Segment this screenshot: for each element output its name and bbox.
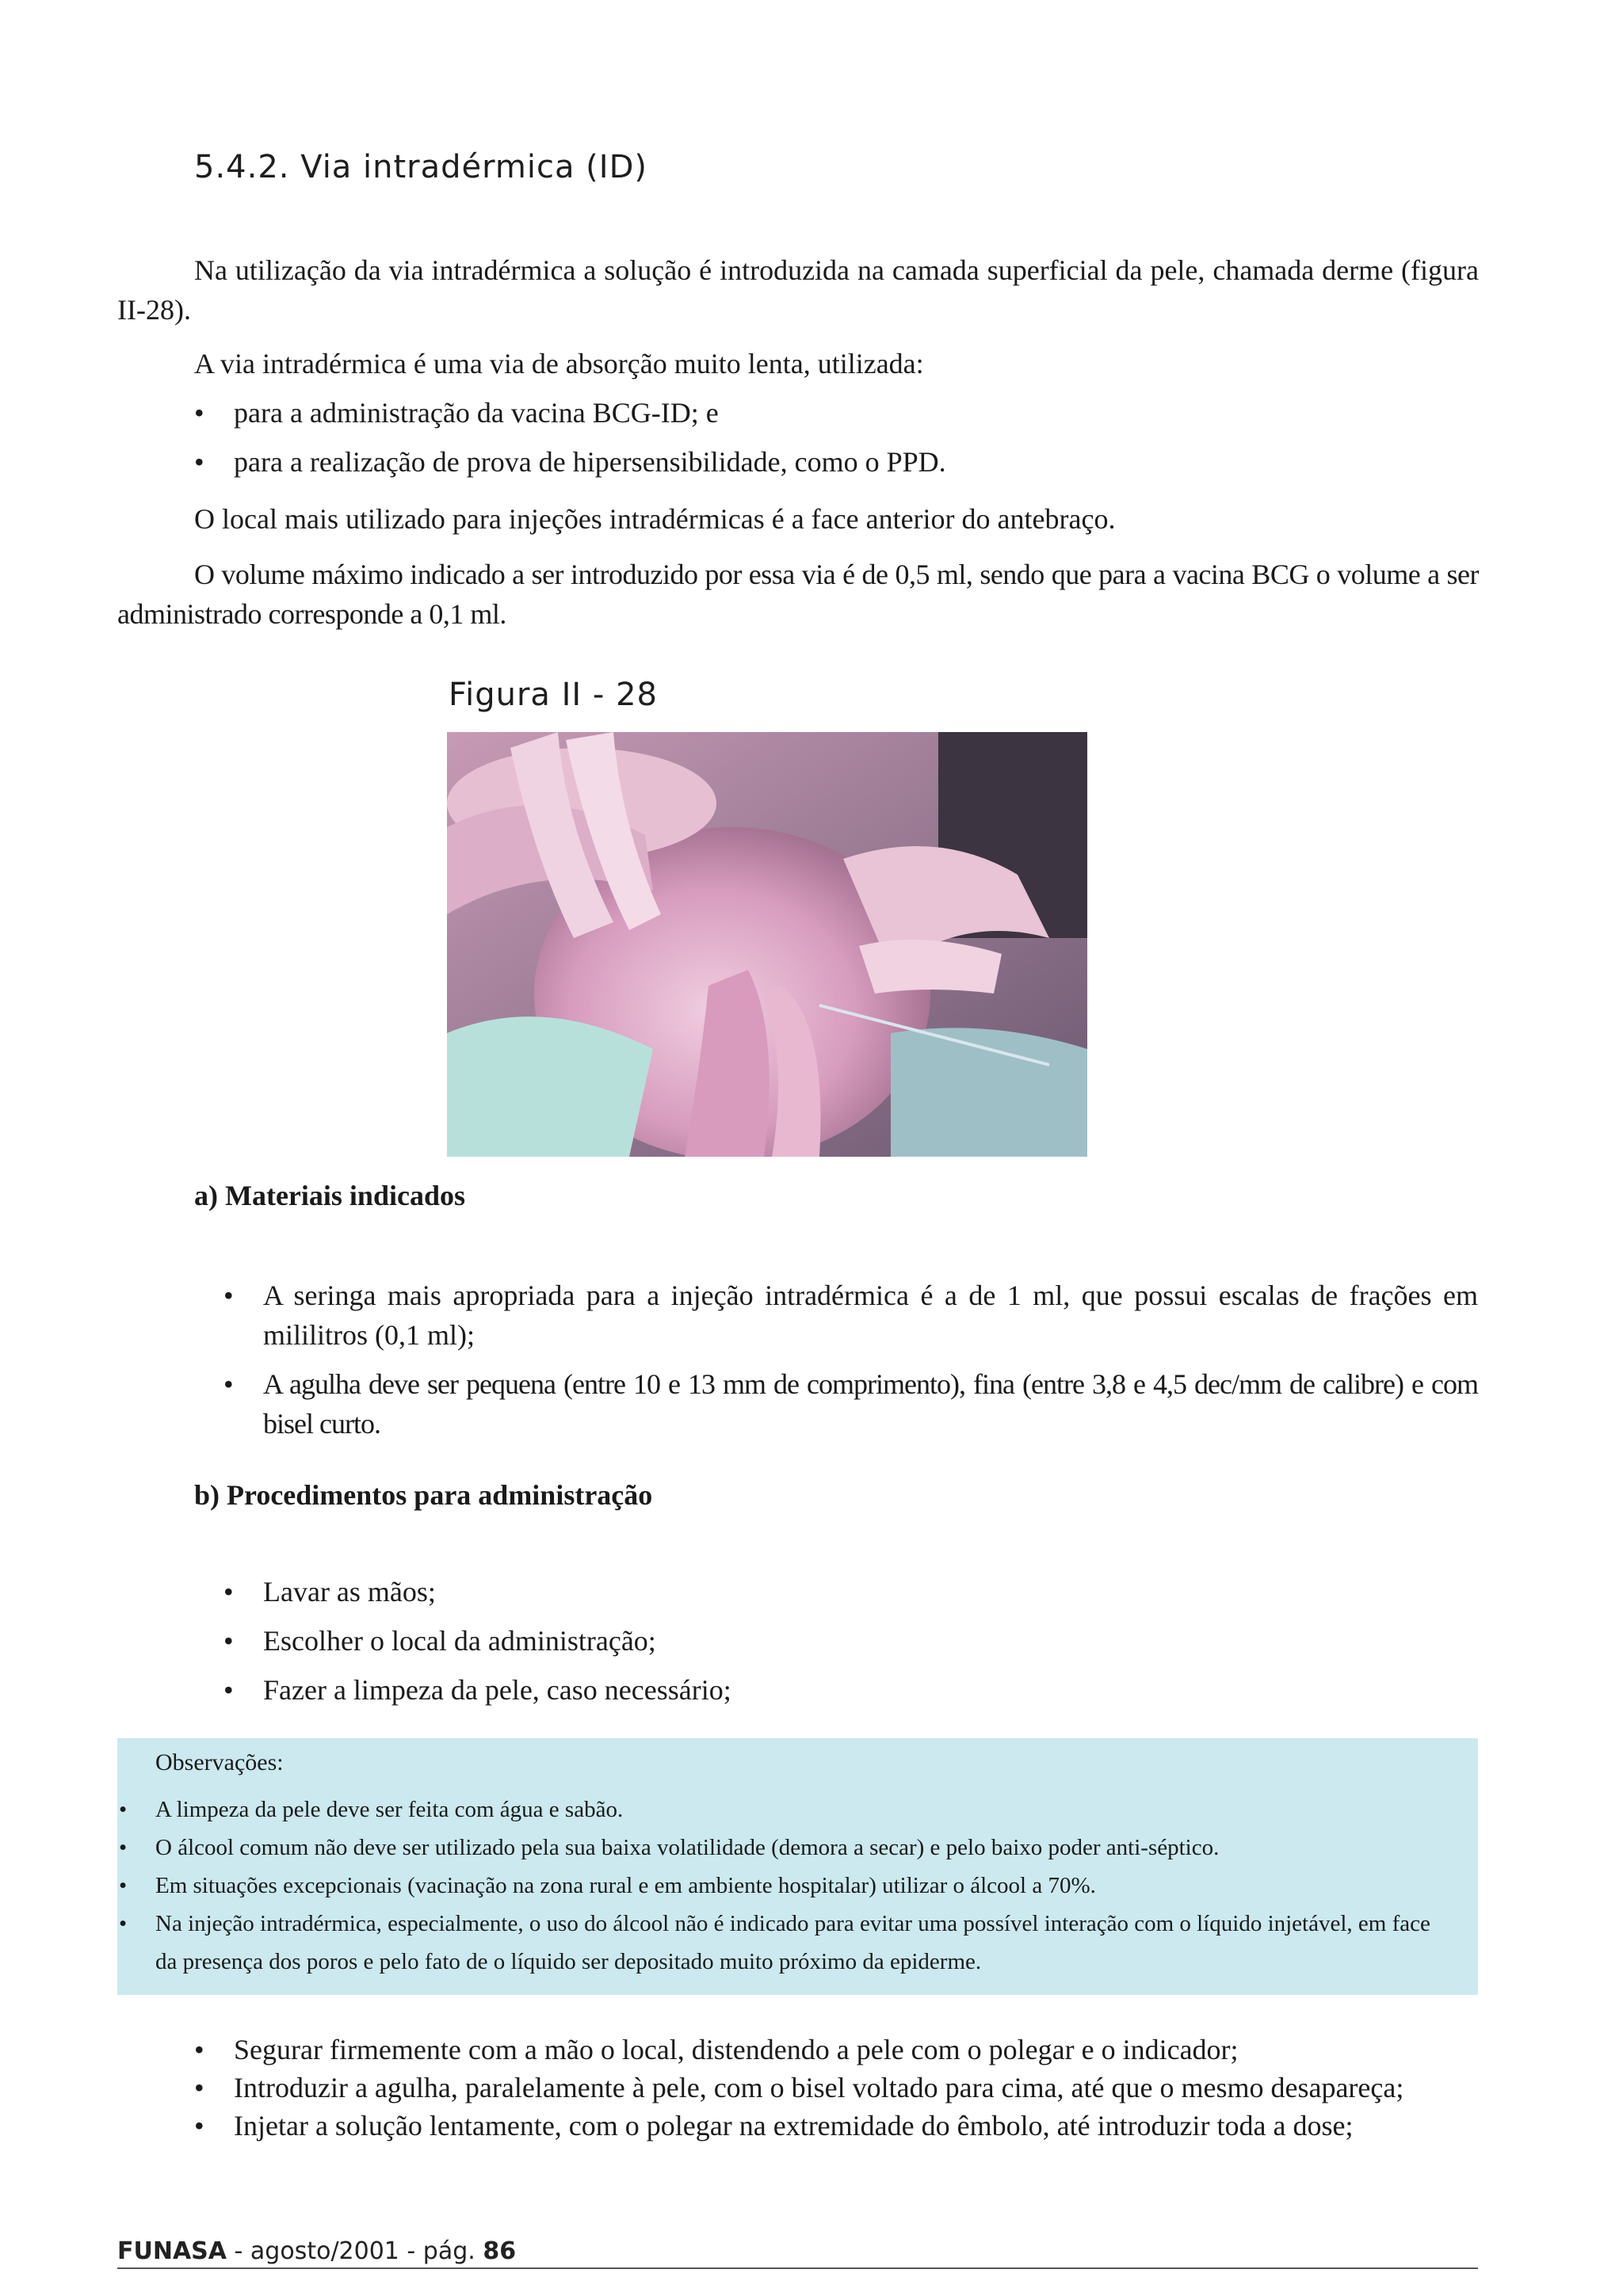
procedures-title: b) Procedimentos para administração	[194, 1479, 653, 1511]
materials-bullet-2	[223, 1364, 1478, 1444]
step-bullet-2	[194, 2068, 1478, 2107]
materials-title: a) Materiais indicados	[194, 1180, 465, 1211]
procedures-bullet-2	[223, 1621, 1478, 1661]
page-footer	[117, 2237, 516, 2265]
step-bullet-1	[194, 2030, 1478, 2069]
bullet-text: Segurar firmemente com a mão o local, distendendo a pele com o polegar e o indicador;	[234, 2034, 1239, 2065]
bullet-text: Lavar as mãos;	[263, 1576, 436, 1608]
materials-bullet-1	[223, 1276, 1478, 1355]
bullet-dot: •	[223, 1368, 233, 1400]
bullet-dot: •	[194, 2110, 204, 2142]
intro-paragraph-3: O local mais utilizado para injeções intradérmicas é a face anterior do antebraço.	[194, 503, 1116, 535]
figure-label: Figura II - 28	[449, 677, 658, 713]
observation-item-2	[119, 1829, 1455, 1867]
bullet-text: A agulha deve ser pequena (entre 10 e 13 mm de comprimento), fina (entre 3,8 e 4,5 dec/mm de calibre) e com bisel curto.	[263, 1368, 1478, 1440]
observation-text: A limpeza da pele deve ser feita com água e sabão.	[155, 1797, 624, 1822]
observations-title: Observações:	[155, 1749, 284, 1775]
bullet-text: Fazer a limpeza da pele, caso necessário;	[263, 1674, 731, 1706]
bullet-dot: •	[119, 1797, 128, 1822]
intro-paragraph-2: A via intradérmica é uma via de absorção muito lenta, utilizada:	[194, 348, 924, 379]
observation-text: Em situações excepcionais (vacinação na zona rural e em ambiente hospitalar) utilizar o álcool a 70%.	[155, 1873, 1096, 1898]
procedures-bullet-1	[223, 1572, 1478, 1611]
bullet-dot: •	[223, 1280, 234, 1311]
intro-paragraph-1: Na utilização da via intradérmica a solução é introduzida na camada superficial da pele, chamada derme (figura II-28).	[117, 254, 1479, 326]
bullet-dot: •	[194, 397, 204, 429]
bullet-dot: •	[223, 1576, 234, 1608]
observation-item-1	[119, 1791, 1455, 1829]
footer-org: FUNASA	[117, 2237, 227, 2265]
bullet-text: para a realização de prova de hipersensibilidade, como o PPD.	[234, 446, 946, 478]
figure-photo	[447, 732, 1087, 1157]
procedures-bullet-3	[223, 1670, 1478, 1710]
bullet-text: Introduzir a agulha, paralelamente à pele, com o bisel voltado para cima, até que o mesmo desapareça;	[234, 2072, 1404, 2103]
bullet-dot: •	[194, 446, 204, 478]
bullet-dot: •	[223, 1625, 234, 1657]
observation-item-3	[119, 1867, 1455, 1905]
bullet-dot: •	[223, 1674, 234, 1706]
bullet-text: Injetar a solução lentamente, com o polegar na extremidade do êmbolo, até introduzir toda a dose;	[234, 2110, 1354, 2142]
bullet-text: A seringa mais apropriada para a injeção intradérmica é a de 1 ml, que possui escalas de frações em mililitros (0,1 ml);	[263, 1280, 1478, 1351]
intro-paragraph-4: O volume máximo indicado a ser introduzido por essa via é de 0,5 ml, sendo que para a vacina BCG o volume a ser administrado corresponde a 0,1 ml.	[117, 559, 1479, 630]
bullet-dot: •	[194, 2072, 204, 2103]
observation-text: O álcool comum não deve ser utilizado pela sua baixa volatilidade (demora a secar) e pelo baixo poder anti-séptico.	[155, 1835, 1220, 1860]
observation-text: Na injeção intradérmica, especialmente, o uso do álcool não é indicado para evitar uma possível interação com o líquido injetável, em face da presença dos poros e pelo fato de o líquido ser depositado muito próximo da epiderme.	[155, 1911, 1430, 1974]
intro-bullet-2	[194, 442, 1478, 482]
bullet-text: para a administração da vacina BCG-ID; e	[234, 397, 719, 429]
bullet-dot: •	[119, 1835, 128, 1860]
intro-bullet-1	[194, 393, 1478, 433]
footer-page-number: 86	[483, 2237, 517, 2265]
step-bullet-3	[194, 2106, 1478, 2145]
section-heading: 5.4.2. Via intradérmica (ID)	[194, 149, 647, 185]
injection-photo-illustration	[447, 732, 1087, 1157]
bullet-dot: •	[119, 1873, 128, 1898]
observation-item-4	[119, 1905, 1455, 1981]
footer-date: - agosto/2001 - pág.	[227, 2237, 483, 2265]
bullet-text: Escolher o local da administração;	[263, 1625, 656, 1657]
footer-rule	[117, 2267, 1478, 2269]
bullet-dot: •	[194, 2034, 204, 2065]
bullet-dot: •	[119, 1911, 128, 1936]
